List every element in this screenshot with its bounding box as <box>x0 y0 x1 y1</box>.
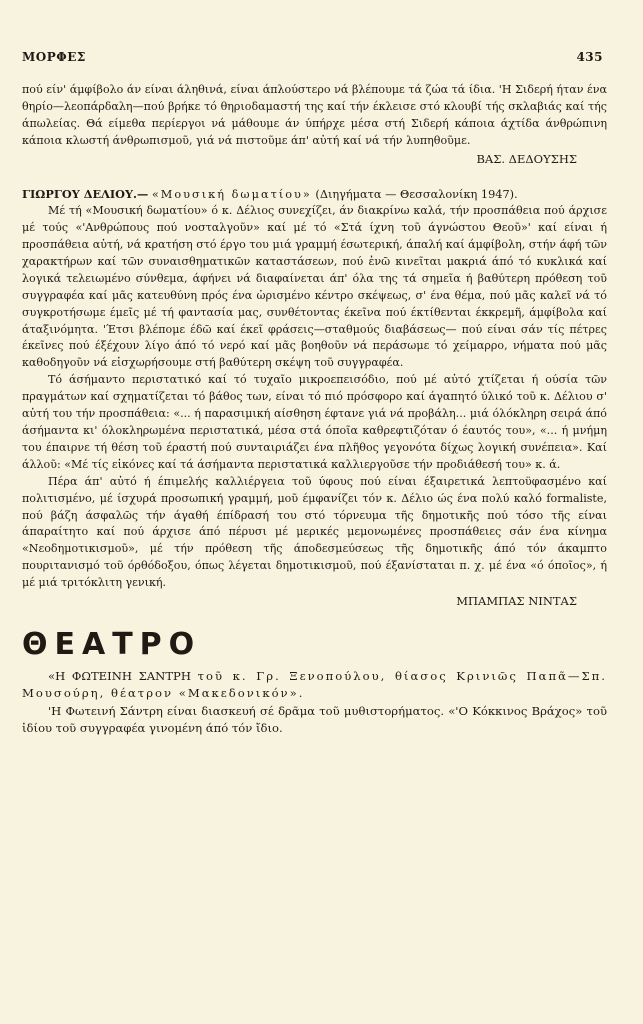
review2-paragraph-2: Τό άσήμαντο περιστατικό καί τό τυχαῖο μικροεπεισόδιο, πού μέ αὐτό χτίζεται ή ούσία τῶν πραγμάτων καί σχηματίζεται τό βάθος των, είναι τό πιό πρόσφορο καί άγαπητό ύλικό τοῦ κ. Δέλιου σ' αὐτή του τήν προσπάθεια: «... ή παρασιμική αίσθηση έφτανε γιά νά προβάλη... μιά όλόκληρη σειρά άπό άσήμαντα κι' όλοκληρωμένα περιστατικά, μέσα στά όποῖα καθρεφτιζόταν ό έαυτός του», «... ή μνήμη του έπαιρνε τή θέση τοῦ έραστή πού συνταιριάζει ένα πλῆθος γεγονότα δίχως λογική συνέπεια». Καί άλλοῦ: «Μέ τίς εἰκόνες καί τά άσήμαντα περιστατικά καλλιεργοῦσε τήν προδιάθεσή του» κ. ά. <box>22 373 607 471</box>
review2-paragraph-3: Πέρα άπ' αὐτό ή έπιμελής καλλιέργεια τοῦ ύφους πού είναι έξαιρετικά λεπτοϋφασμένο καί πολιτισμένο, μέ ίσχυρά προσωπική γραμμή, μοῦ έμφανίζει τόν κ. Δέλιο ώς ένα πολύ καλό formaliste, πού βάζη άσφαλῶς τήν άγαθή έπίδρασή του στό τόρνευμα τῆς δημοτικῆς πού τόσο τῆς είναι άπαραίτητο καί πού άρχισε άπό πέρυσι μέ μερικές μεμονωμένες προσπάθειες σάν ένα κίνημα «Νεοδημοτικισμοῦ», μέ τήν πρόθεση τῆς άποδεσμεύσεως τῆς δημοτικῆς άπό τόν άκαμπτο πουριτανισμό τοῦ όρθόδοξου, όπως λέγεται δημοτικισμοῦ, πού έξανίσταται π. χ. μέ ένα «ό όποῖος», ή μέ μιά τριτόκλιτη γενική. <box>22 474 607 590</box>
theatre-paragraph: 'Η Φωτεινή Σάντρη είναι διασκευή σέ δρᾶμα τοῦ μυθιστορήματος. «'Ο Κόκκινος Βράχος» τοῦ ἰδίου τοῦ συγγραφέα γινομένη άπό τόν ἴδιο. <box>22 703 607 736</box>
theatre-play-title: «Η ΦΩΤΕΙΝΗ ΣΑΝΤΡΗ <box>48 669 191 684</box>
review2-signature: ΜΠΑΜΠΑΣ ΝΙΝΤΑΣ <box>456 594 577 609</box>
page-number: 435 <box>576 50 603 64</box>
review2-paragraph-1: Μέ τή «Μουσική δωματίου» ό κ. Δέλιος συνεχίζει, άν διακρίνω καλά, τήν προσπάθεια πού άρχισε μέ τούς «'Ανθρώπους πού νοσταλγοῦν» καί μέ τό «Στά ίχνη τοῦ άγνώστου Θεοῦ»' καί είναι ή προσπάθεια αὐτή, νά κρατήση στό έργο του μιά γραμμή έσωτερική, άπαλή καί άμφίβολη, στήν άφή τῶν χαρακτήρων καί τῶν συναισθηματικῶν καταστάσεων, πού ἐνῶ κινεῖται μακριά άπό τό κυκλικά καί λογικά τελειωμένο σύνθεμα, άφήνει νά διαφαίνεται άπ' όλα της τά σημεῖα ή βαθύτερη πρόθεση τοῦ συγγραφέα καί μᾶς κατευθύνη πρός ένα ὡρισμένο κέντρο σκέψεως, σ' ένα θέμα, πού μᾶς καλεῖ νά τό συγκροτήσωμε έμεῖς μέ τή φαντασία μας, συνθέτοντας έκεῖνα πού έκτίθενται έκκρεμῆ, άμφίβολα καί άταξινόμητα. 'Έτσι βλέπομε έδῶ καί έκεῖ φράσεις—σταθμούς διαβάσεως— πού είναι σάν τίς πέτρες έκεῖνες πού έξέχουν λίγο άπό τό νερό καί μᾶς βοηθοῦν νά περάσωμε τό χείμαρρο, νήματα πού μᾶς καθοδηγοῦν νά εἰσχωρήσουμε στή βαθύτερη σκέψη τοῦ συγγραφέα. <box>22 204 607 370</box>
running-head <box>22 50 603 64</box>
theatre-entry <box>22 668 607 703</box>
review1-paragraph: πού είν' άμφίβολο άν είναι άληθινά, είναι άπλούστερο νά βλέπουμε τά ζώα τά ίδια. 'Η Σιδερή ήταν ένα θηρίο—λεοπάρδαλη—πού βρήκε τό θηριοδαμαστή της καί τήν έκλεισε στό κλουβί τής σκλαβιάς καί τής άπωλείας. Θά είμεθα περίεργοι νά μάθουμε άν ύπήρχε μέσα στή Σιδερή κάποια άχτίδα άνθρώπινη κάποια κλωστή άνθρωπισμοῦ, γιά νά πιστοῦμε άπ' αὐτή καί νά τήν λυπηθοῦμε. <box>22 83 607 147</box>
review2-heading <box>22 186 607 204</box>
review1-signature: ΒΑΣ. ΔΕΔΟΥΣΗΣ <box>476 151 577 166</box>
journal-title: ΜΟΡΦΕΣ <box>22 50 86 64</box>
theatre-credits: τοῦ κ. Γρ. Ξενοπούλου, θίασος Κρινιῶς Παπᾶ—Σπ. Μουσούρη, θέατρον «Μακεδονικόν». <box>22 669 607 701</box>
text-column <box>22 82 607 738</box>
theatre-heading: ΘΕΑΤΡΟ <box>22 627 202 663</box>
review2-author: ΓΙΩΡΓΟΥ ΔΕΛΙΟΥ.— <box>22 186 149 201</box>
theatre-section <box>22 668 607 738</box>
review2-details: (Διηγήματα — Θεσσαλονίκη 1947). <box>315 187 518 201</box>
review2-book-title: «Μουσική δωματίου» <box>151 187 312 201</box>
